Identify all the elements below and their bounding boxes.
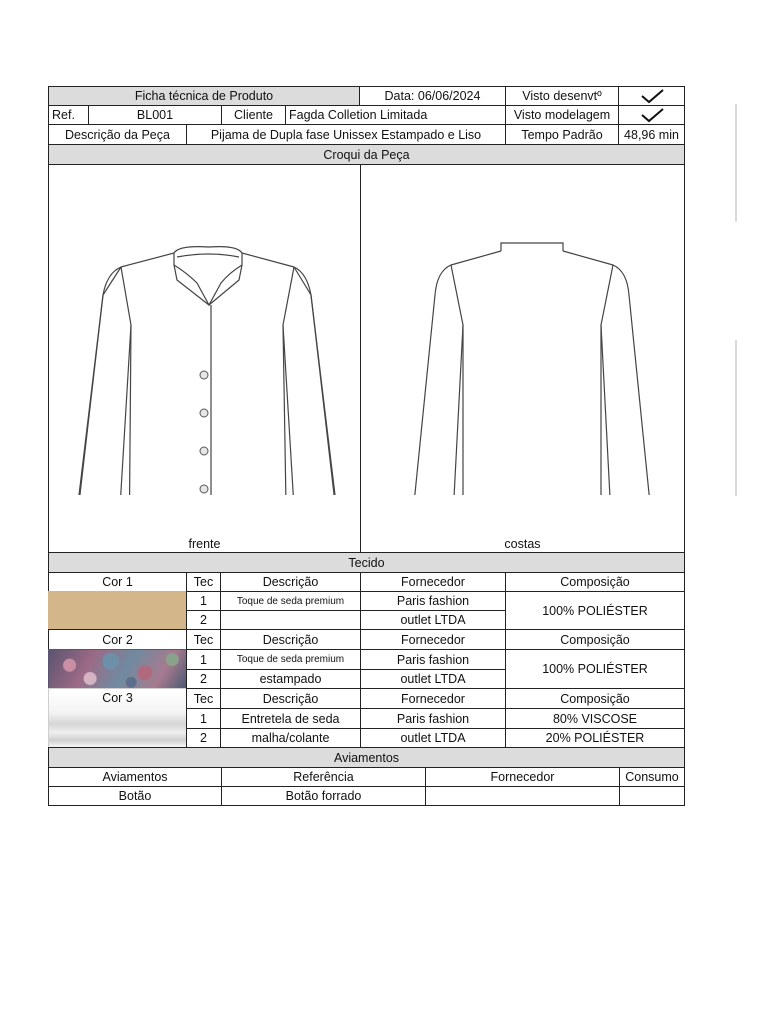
fabric-description — [220, 610, 361, 630]
ref-label: Ref. — [48, 105, 89, 125]
tec-number: 2 — [186, 728, 221, 748]
ref-value: BL001 — [88, 105, 222, 125]
fabric-supplier: Paris fashion — [360, 708, 506, 729]
page-edge-mark — [735, 340, 737, 496]
tec-number: 2 — [186, 610, 221, 630]
col-tec: Tec — [186, 572, 221, 592]
visto-desenv-check[interactable] — [618, 86, 685, 106]
visto-modelagem-label: Visto modelagem — [505, 105, 619, 125]
cor1-label: Cor 1 — [48, 572, 187, 592]
col-referencia: Referência — [221, 767, 426, 787]
back-caption: costas — [504, 537, 541, 551]
fabric-supplier: outlet LTDA — [360, 728, 506, 748]
jacket-back-drawing — [401, 235, 661, 495]
col-tec: Tec — [186, 688, 221, 709]
tecido-title: Tecido — [48, 552, 685, 573]
sheet-title: Ficha técnica de Produto — [48, 86, 360, 106]
checkmark-icon — [639, 107, 665, 123]
croqui-title: Croqui da Peça — [48, 144, 685, 165]
fabric-description: malha/colante — [220, 728, 361, 748]
fabric-composition: 100% POLIÉSTER — [505, 591, 685, 630]
fabric-supplier: Paris fashion — [360, 591, 506, 611]
aviamento-name: Botão — [48, 786, 222, 806]
visto-desenv-label: Visto desenvtº — [505, 86, 619, 106]
aviamento-referencia: Botão forrado — [221, 786, 426, 806]
col-consumo: Consumo — [619, 767, 685, 787]
front-sketch-cell — [48, 164, 361, 553]
product-spec-sheet — [48, 86, 685, 806]
descricao-label: Descrição da Peça — [48, 124, 187, 145]
fabric-composition: 20% POLIÉSTER — [505, 728, 685, 748]
back-sketch-cell — [360, 164, 685, 553]
jacket-front-drawing — [59, 225, 349, 495]
fabric-supplier: outlet LTDA — [360, 610, 506, 630]
fabric-description: Toque de seda premium — [220, 649, 361, 670]
fabric-supplier: outlet LTDA — [360, 669, 506, 689]
tec-number: 1 — [186, 649, 221, 670]
cor3-label: Cor 3 — [102, 691, 133, 705]
cliente-value: Fagda Colletion Limitada — [285, 105, 506, 125]
fabric-composition: 100% POLIÉSTER — [505, 649, 685, 689]
tec-number: 2 — [186, 669, 221, 689]
date-field: Data: 06/06/2024 — [359, 86, 506, 106]
aviamento-fornecedor — [425, 786, 620, 806]
cor1-swatch — [48, 591, 187, 630]
col-fornecedor: Fornecedor — [425, 767, 620, 787]
fabric-description: Toque de seda premium — [220, 591, 361, 611]
tempo-label: Tempo Padrão — [505, 124, 619, 145]
col-descricao: Descrição — [220, 572, 361, 592]
cor2-label: Cor 2 — [48, 629, 187, 650]
descricao-value: Pijama de Dupla fase Unissex Estampado e Liso — [186, 124, 506, 145]
visto-modelagem-check[interactable] — [618, 105, 685, 125]
aviamento-consumo — [619, 786, 685, 806]
col-descricao: Descrição — [220, 688, 361, 709]
cor2-swatch — [48, 649, 187, 689]
col-composicao: Composição — [505, 688, 685, 709]
fabric-supplier: Paris fashion — [360, 649, 506, 670]
page-edge-mark — [735, 104, 737, 222]
col-aviamentos: Aviamentos — [48, 767, 222, 787]
col-fornecedor: Fornecedor — [360, 572, 506, 592]
tec-number: 1 — [186, 708, 221, 729]
col-fornecedor: Fornecedor — [360, 629, 506, 650]
aviamentos-title: Aviamentos — [48, 747, 685, 768]
front-caption: frente — [188, 537, 221, 551]
col-composicao: Composição — [505, 629, 685, 650]
cor3-swatch — [48, 688, 187, 748]
tec-number: 1 — [186, 591, 221, 611]
col-composicao: Composição — [505, 572, 685, 592]
col-fornecedor: Fornecedor — [360, 688, 506, 709]
fabric-composition: 80% VISCOSE — [505, 708, 685, 729]
cliente-label: Cliente — [221, 105, 286, 125]
checkmark-icon — [639, 88, 665, 104]
col-descricao: Descrição — [220, 629, 361, 650]
tempo-value: 48,96 min — [618, 124, 685, 145]
fabric-description: Entretela de seda — [220, 708, 361, 729]
fabric-description: estampado — [220, 669, 361, 689]
col-tec: Tec — [186, 629, 221, 650]
